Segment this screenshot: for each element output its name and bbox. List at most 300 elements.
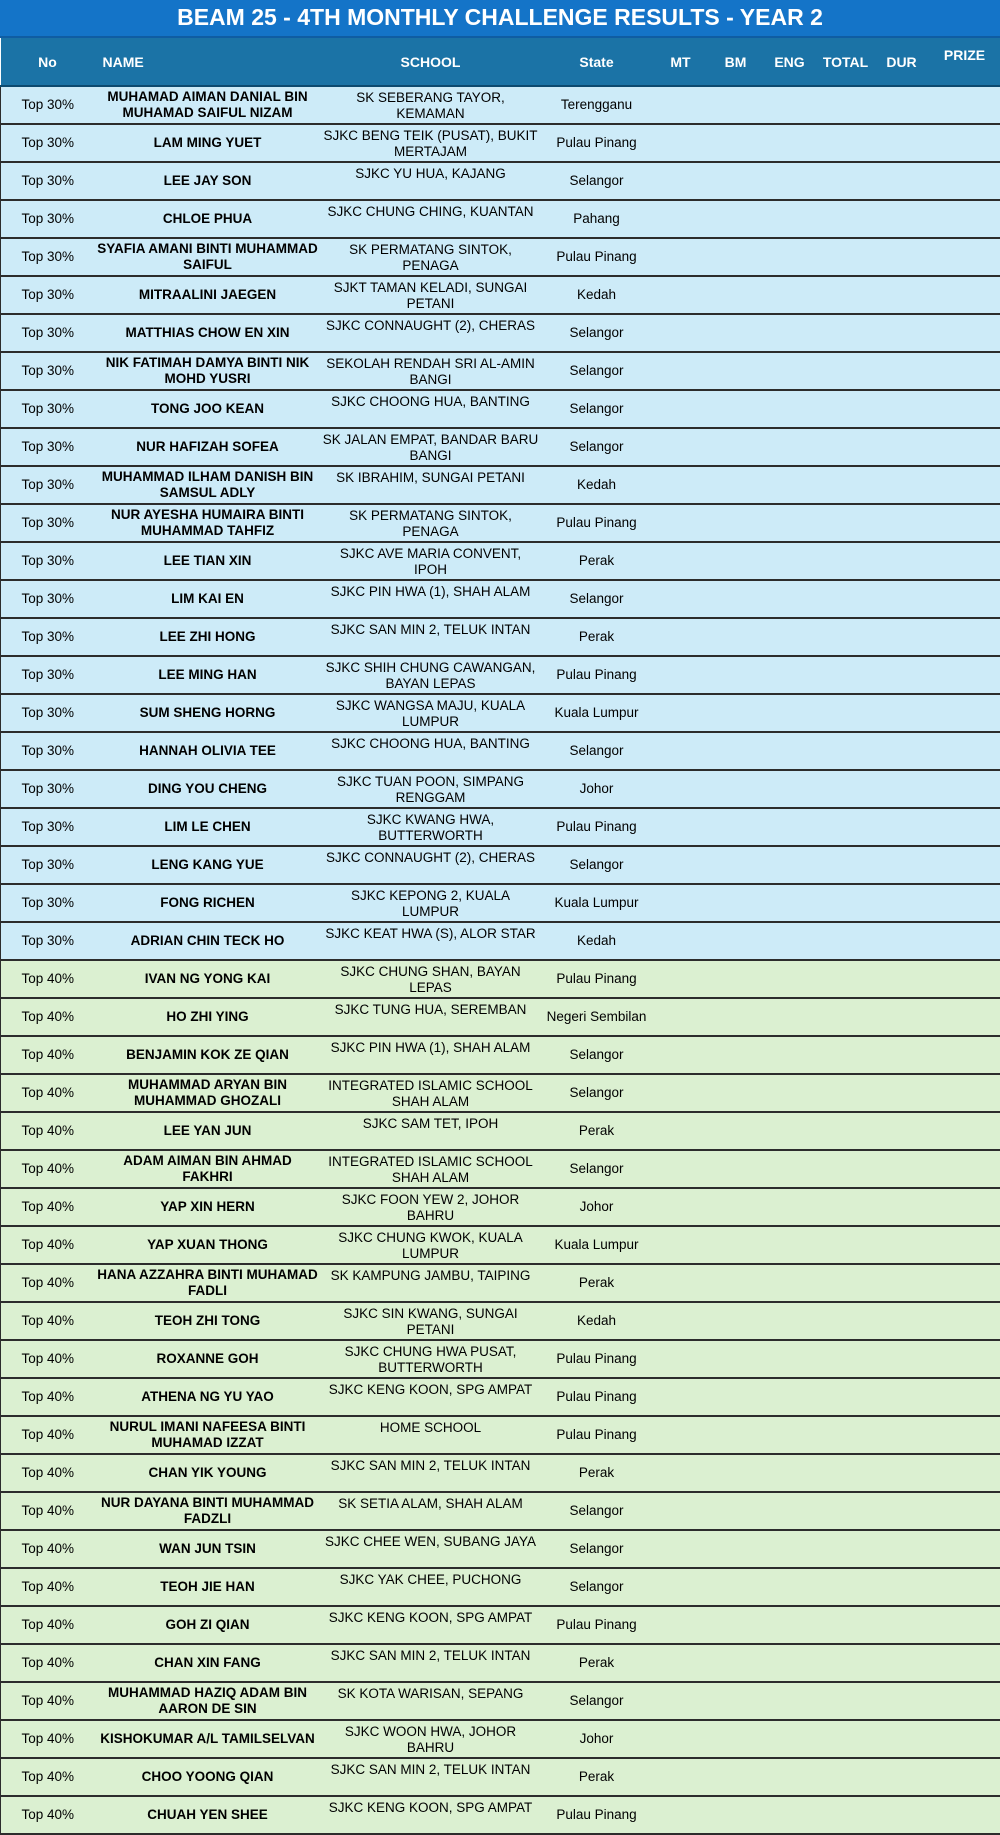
state-cell: Selangor: [541, 162, 653, 200]
state-cell: Kedah: [541, 1302, 653, 1340]
name-cell: SUM SHENG HORNG: [95, 694, 321, 732]
state-cell: Perak: [541, 1758, 653, 1796]
header-total[interactable]: TOTAL: [817, 38, 875, 86]
dur-cell: [875, 580, 929, 618]
mt-cell: [653, 1644, 709, 1682]
table-row: [1, 732, 1000, 770]
bm-cell: [709, 1036, 763, 1074]
rank-cell: Top 40%: [1, 1530, 95, 1568]
bm-cell: [709, 998, 763, 1036]
table-row: [1, 1682, 1000, 1720]
page-title: BEAM 25 - 4TH MONTHLY CHALLENGE RESULTS - YEAR 2: [0, 0, 1000, 38]
dur-cell: [875, 1454, 929, 1492]
header-dur[interactable]: DUR: [875, 38, 929, 86]
bm-cell: [709, 1188, 763, 1226]
table-row: [1, 542, 1000, 580]
prize-cell: [929, 542, 1000, 580]
school-cell: [321, 390, 541, 428]
header-prize[interactable]: PRIZE: [929, 38, 1000, 86]
mt-cell: [653, 1112, 709, 1150]
mt-cell: [653, 1416, 709, 1454]
state-cell: Negeri Sembilan: [541, 998, 653, 1036]
total-cell: [817, 1606, 875, 1644]
name-cell: MATTHIAS CHOW EN XIN: [95, 314, 321, 352]
total-cell: [817, 960, 875, 998]
rank-cell: Top 30%: [1, 352, 95, 390]
dur-cell: [875, 352, 929, 390]
dur-cell: [875, 1112, 929, 1150]
dur-cell: [875, 1264, 929, 1302]
eng-cell: [763, 1644, 817, 1682]
header-bm[interactable]: BM: [709, 38, 763, 86]
school-text: SJKT TAMAN KELADI, SUNGAI PETANI: [323, 278, 539, 312]
school-text: SJKC KWANG HWA, BUTTERWORTH: [323, 810, 539, 844]
school-cell: [321, 1416, 541, 1454]
state-cell: Selangor: [541, 1530, 653, 1568]
bm-cell: [709, 1568, 763, 1606]
dur-cell: [875, 1226, 929, 1264]
eng-cell: [763, 846, 817, 884]
table-row: [1, 1378, 1000, 1416]
mt-cell: [653, 1188, 709, 1226]
state-cell: Kedah: [541, 276, 653, 314]
bm-cell: [709, 352, 763, 390]
school-text: SJKC CONNAUGHT (2), CHERAS: [323, 848, 539, 882]
prize-cell: [929, 1302, 1000, 1340]
rank-cell: Top 30%: [1, 390, 95, 428]
table-row: [1, 1112, 1000, 1150]
prize-cell: [929, 656, 1000, 694]
mt-cell: [653, 276, 709, 314]
mt-cell: [653, 314, 709, 352]
school-cell: [321, 276, 541, 314]
table-row: [1, 922, 1000, 960]
bm-cell: [709, 162, 763, 200]
total-cell: [817, 1074, 875, 1112]
bm-cell: [709, 504, 763, 542]
total-cell: [817, 1492, 875, 1530]
total-cell: [817, 1340, 875, 1378]
state-cell: Pulau Pinang: [541, 1416, 653, 1454]
bm-cell: [709, 466, 763, 504]
table-row: [1, 998, 1000, 1036]
name-cell: CHOO YOONG QIAN: [95, 1758, 321, 1796]
prize-cell: [929, 1492, 1000, 1530]
eng-cell: [763, 656, 817, 694]
school-cell: [321, 960, 541, 998]
name-cell: NUR HAFIZAH SOFEA: [95, 428, 321, 466]
rank-cell: Top 40%: [1, 1074, 95, 1112]
table-row: [1, 466, 1000, 504]
bm-cell: [709, 1302, 763, 1340]
name-cell: YAP XUAN THONG: [95, 1226, 321, 1264]
table-row: [1, 1150, 1000, 1188]
table-row: [1, 1188, 1000, 1226]
school-cell: [321, 428, 541, 466]
name-cell: MUHAMMAD ARYAN BIN MUHAMMAD GHOZALI: [95, 1074, 321, 1112]
table-row: [1, 1416, 1000, 1454]
header-state[interactable]: State: [541, 38, 653, 86]
eng-cell: [763, 1036, 817, 1074]
mt-cell: [653, 1606, 709, 1644]
table-row: [1, 1454, 1000, 1492]
total-cell: [817, 1112, 875, 1150]
eng-cell: [763, 1454, 817, 1492]
bm-cell: [709, 960, 763, 998]
rank-cell: Top 40%: [1, 1150, 95, 1188]
total-cell: [817, 656, 875, 694]
name-cell: CHAN XIN FANG: [95, 1644, 321, 1682]
eng-cell: [763, 390, 817, 428]
school-text: SJKC CHUNG SHAN, BAYAN LEPAS: [323, 962, 539, 996]
name-cell: HANNAH OLIVIA TEE: [95, 732, 321, 770]
total-cell: [817, 1758, 875, 1796]
school-text: SJKC CHUNG HWA PUSAT, BUTTERWORTH: [323, 1342, 539, 1376]
header-eng[interactable]: ENG: [763, 38, 817, 86]
eng-cell: [763, 1758, 817, 1796]
bm-cell: [709, 1720, 763, 1758]
dur-cell: [875, 1530, 929, 1568]
name-cell: ATHENA NG YU YAO: [95, 1378, 321, 1416]
school-cell: [321, 1378, 541, 1416]
dur-cell: [875, 1036, 929, 1074]
rank-cell: Top 40%: [1, 1378, 95, 1416]
dur-cell: [875, 1644, 929, 1682]
school-text: SJKC KEPONG 2, KUALA LUMPUR: [323, 886, 539, 920]
prize-cell: [929, 200, 1000, 238]
table-row: [1, 694, 1000, 732]
school-cell: [321, 466, 541, 504]
mt-cell: [653, 1454, 709, 1492]
eng-cell: [763, 1150, 817, 1188]
state-cell: Perak: [541, 1264, 653, 1302]
prize-cell: [929, 884, 1000, 922]
name-cell: TEOH JIE HAN: [95, 1568, 321, 1606]
school-text: SJKC CHOONG HUA, BANTING: [323, 392, 539, 426]
total-cell: [817, 1568, 875, 1606]
school-text: SJKC WANGSA MAJU, KUALA LUMPUR: [323, 696, 539, 730]
mt-cell: [653, 1340, 709, 1378]
prize-cell: [929, 352, 1000, 390]
bm-cell: [709, 428, 763, 466]
prize-cell: [929, 922, 1000, 960]
total-cell: [817, 390, 875, 428]
mt-cell: [653, 390, 709, 428]
bm-cell: [709, 884, 763, 922]
name-cell: FONG RICHEN: [95, 884, 321, 922]
school-text: SK JALAN EMPAT, BANDAR BARU BANGI: [323, 430, 539, 464]
name-cell: SYAFIA AMANI BINTI MUHAMMAD SAIFUL: [95, 238, 321, 276]
rank-cell: Top 40%: [1, 1644, 95, 1682]
header-school[interactable]: SCHOOL: [321, 38, 541, 86]
mt-cell: [653, 542, 709, 580]
prize-cell: [929, 1530, 1000, 1568]
rank-cell: Top 30%: [1, 694, 95, 732]
school-cell: [321, 846, 541, 884]
school-cell: [321, 1720, 541, 1758]
eng-cell: [763, 504, 817, 542]
dur-cell: [875, 884, 929, 922]
rank-cell: Top 40%: [1, 1340, 95, 1378]
school-cell: [321, 1340, 541, 1378]
dur-cell: [875, 618, 929, 656]
total-cell: [817, 1036, 875, 1074]
total-cell: [817, 998, 875, 1036]
total-cell: [817, 200, 875, 238]
dur-cell: [875, 542, 929, 580]
name-cell: NUR AYESHA HUMAIRA BINTI MUHAMMAD TAHFIZ: [95, 504, 321, 542]
state-cell: Pulau Pinang: [541, 238, 653, 276]
table-row: [1, 1264, 1000, 1302]
dur-cell: [875, 1606, 929, 1644]
prize-cell: [929, 504, 1000, 542]
mt-cell: [653, 1530, 709, 1568]
mt-cell: [653, 770, 709, 808]
dur-cell: [875, 428, 929, 466]
school-cell: [321, 1264, 541, 1302]
mt-cell: [653, 1378, 709, 1416]
mt-cell: [653, 1796, 709, 1834]
name-cell: LAM MING YUET: [95, 124, 321, 162]
dur-cell: [875, 960, 929, 998]
school-cell: [321, 314, 541, 352]
eng-cell: [763, 1302, 817, 1340]
name-cell: NURUL IMANI NAFEESA BINTI MUHAMAD IZZAT: [95, 1416, 321, 1454]
state-cell: Kuala Lumpur: [541, 694, 653, 732]
eng-cell: [763, 1606, 817, 1644]
prize-cell: [929, 1758, 1000, 1796]
rank-cell: Top 30%: [1, 314, 95, 352]
table-row: [1, 1492, 1000, 1530]
rank-cell: Top 30%: [1, 124, 95, 162]
rank-cell: Top 30%: [1, 732, 95, 770]
eng-cell: [763, 1340, 817, 1378]
school-text: SJKC SAN MIN 2, TELUK INTAN: [323, 1646, 539, 1680]
school-text: SJKC SHIH CHUNG CAWANGAN, BAYAN LEPAS: [323, 658, 539, 692]
school-text: SJKC PIN HWA (1), SHAH ALAM: [323, 1038, 539, 1072]
rank-cell: Top 40%: [1, 1454, 95, 1492]
rank-cell: Top 30%: [1, 200, 95, 238]
bm-cell: [709, 1340, 763, 1378]
bm-cell: [709, 618, 763, 656]
name-cell: MITRAALINI JAEGEN: [95, 276, 321, 314]
eng-cell: [763, 1568, 817, 1606]
school-cell: [321, 1074, 541, 1112]
dur-cell: [875, 390, 929, 428]
total-cell: [817, 1264, 875, 1302]
eng-cell: [763, 1264, 817, 1302]
state-cell: Pulau Pinang: [541, 1606, 653, 1644]
mt-cell: [653, 238, 709, 276]
rank-cell: Top 30%: [1, 846, 95, 884]
state-cell: Kuala Lumpur: [541, 1226, 653, 1264]
school-text: SJKC YAK CHEE, PUCHONG: [323, 1570, 539, 1604]
dur-cell: [875, 1074, 929, 1112]
school-cell: [321, 124, 541, 162]
eng-cell: [763, 1112, 817, 1150]
total-cell: [817, 314, 875, 352]
state-cell: Pulau Pinang: [541, 124, 653, 162]
header-row: [1, 38, 1000, 86]
total-cell: [817, 352, 875, 390]
eng-cell: [763, 1074, 817, 1112]
name-cell: CHLOE PHUA: [95, 200, 321, 238]
bm-cell: [709, 1682, 763, 1720]
school-text: SK KOTA WARISAN, SEPANG: [323, 1684, 539, 1718]
bm-cell: [709, 732, 763, 770]
table-row: [1, 1340, 1000, 1378]
mt-cell: [653, 428, 709, 466]
table-row: [1, 1796, 1000, 1834]
table-row: [1, 770, 1000, 808]
mt-cell: [653, 1758, 709, 1796]
state-cell: Perak: [541, 618, 653, 656]
state-cell: Johor: [541, 1720, 653, 1758]
bm-cell: [709, 1264, 763, 1302]
prize-cell: [929, 1074, 1000, 1112]
dur-cell: [875, 1150, 929, 1188]
rank-cell: Top 30%: [1, 808, 95, 846]
school-text: SK PERMATANG SINTOK, PENAGA: [323, 506, 539, 540]
table-row: [1, 124, 1000, 162]
rank-cell: Top 40%: [1, 1036, 95, 1074]
rank-cell: Top 40%: [1, 1796, 95, 1834]
total-cell: [817, 428, 875, 466]
state-cell: Kedah: [541, 922, 653, 960]
dur-cell: [875, 124, 929, 162]
mt-cell: [653, 504, 709, 542]
prize-cell: [929, 1188, 1000, 1226]
eng-cell: [763, 428, 817, 466]
header-no[interactable]: No: [1, 38, 95, 86]
name-cell: NUR DAYANA BINTI MUHAMMAD FADZLI: [95, 1492, 321, 1530]
rank-cell: Top 30%: [1, 922, 95, 960]
state-cell: Selangor: [541, 314, 653, 352]
table-row: [1, 884, 1000, 922]
table-row: [1, 846, 1000, 884]
bm-cell: [709, 770, 763, 808]
school-cell: [321, 86, 541, 124]
total-cell: [817, 1644, 875, 1682]
rank-cell: Top 30%: [1, 656, 95, 694]
bm-cell: [709, 200, 763, 238]
school-cell: [321, 162, 541, 200]
dur-cell: [875, 314, 929, 352]
rank-cell: Top 30%: [1, 238, 95, 276]
state-cell: Kuala Lumpur: [541, 884, 653, 922]
name-cell: LENG KANG YUE: [95, 846, 321, 884]
eng-cell: [763, 352, 817, 390]
header-name[interactable]: NAME: [95, 38, 321, 86]
school-cell: [321, 998, 541, 1036]
total-cell: [817, 1530, 875, 1568]
total-cell: [817, 694, 875, 732]
mt-cell: [653, 960, 709, 998]
eng-cell: [763, 86, 817, 124]
table-row: [1, 1074, 1000, 1112]
prize-cell: [929, 732, 1000, 770]
school-text: SJKC CHUNG CHING, KUANTAN: [323, 202, 539, 236]
mt-cell: [653, 1150, 709, 1188]
dur-cell: [875, 276, 929, 314]
rank-cell: Top 40%: [1, 1188, 95, 1226]
mt-cell: [653, 1568, 709, 1606]
eng-cell: [763, 618, 817, 656]
eng-cell: [763, 1796, 817, 1834]
name-cell: NIK FATIMAH DAMYA BINTI NIK MOHD YUSRI: [95, 352, 321, 390]
rank-cell: Top 40%: [1, 960, 95, 998]
dur-cell: [875, 1682, 929, 1720]
mt-cell: [653, 86, 709, 124]
state-cell: Terengganu: [541, 86, 653, 124]
school-text: SJKC SAM TET, IPOH: [323, 1114, 539, 1148]
state-cell: Pulau Pinang: [541, 960, 653, 998]
rank-cell: Top 30%: [1, 580, 95, 618]
total-cell: [817, 846, 875, 884]
name-cell: DING YOU CHENG: [95, 770, 321, 808]
eng-cell: [763, 1492, 817, 1530]
prize-cell: [929, 1226, 1000, 1264]
dur-cell: [875, 808, 929, 846]
dur-cell: [875, 238, 929, 276]
school-text: SJKC SAN MIN 2, TELUK INTAN: [323, 620, 539, 654]
school-text: INTEGRATED ISLAMIC SCHOOL SHAH ALAM: [323, 1076, 539, 1110]
mt-cell: [653, 694, 709, 732]
mt-cell: [653, 466, 709, 504]
table-row: [1, 504, 1000, 542]
rank-cell: Top 40%: [1, 1720, 95, 1758]
header-mt[interactable]: MT: [653, 38, 709, 86]
table-row: [1, 656, 1000, 694]
school-cell: [321, 1302, 541, 1340]
table-row: [1, 960, 1000, 998]
rank-cell: Top 30%: [1, 466, 95, 504]
prize-cell: [929, 124, 1000, 162]
dur-cell: [875, 656, 929, 694]
total-cell: [817, 884, 875, 922]
prize-cell: [929, 390, 1000, 428]
state-cell: Selangor: [541, 1492, 653, 1530]
total-cell: [817, 580, 875, 618]
school-cell: [321, 1112, 541, 1150]
bm-cell: [709, 1530, 763, 1568]
rank-cell: Top 40%: [1, 1758, 95, 1796]
eng-cell: [763, 314, 817, 352]
rank-cell: Top 40%: [1, 1682, 95, 1720]
state-cell: Pulau Pinang: [541, 1796, 653, 1834]
prize-cell: [929, 238, 1000, 276]
total-cell: [817, 732, 875, 770]
name-cell: MUHAMMAD ILHAM DANISH BIN SAMSUL ADLY: [95, 466, 321, 504]
dur-cell: [875, 466, 929, 504]
school-text: SJKC CHOONG HUA, BANTING: [323, 734, 539, 768]
school-cell: [321, 770, 541, 808]
total-cell: [817, 1416, 875, 1454]
eng-cell: [763, 884, 817, 922]
school-text: SK SEBERANG TAYOR, KEMAMAN: [323, 88, 539, 122]
state-cell: Selangor: [541, 1074, 653, 1112]
total-cell: [817, 162, 875, 200]
bm-cell: [709, 276, 763, 314]
dur-cell: [875, 998, 929, 1036]
eng-cell: [763, 1416, 817, 1454]
prize-cell: [929, 808, 1000, 846]
table-row: [1, 1530, 1000, 1568]
bm-cell: [709, 1492, 763, 1530]
name-cell: CHAN YIK YOUNG: [95, 1454, 321, 1492]
mt-cell: [653, 998, 709, 1036]
total-cell: [817, 466, 875, 504]
